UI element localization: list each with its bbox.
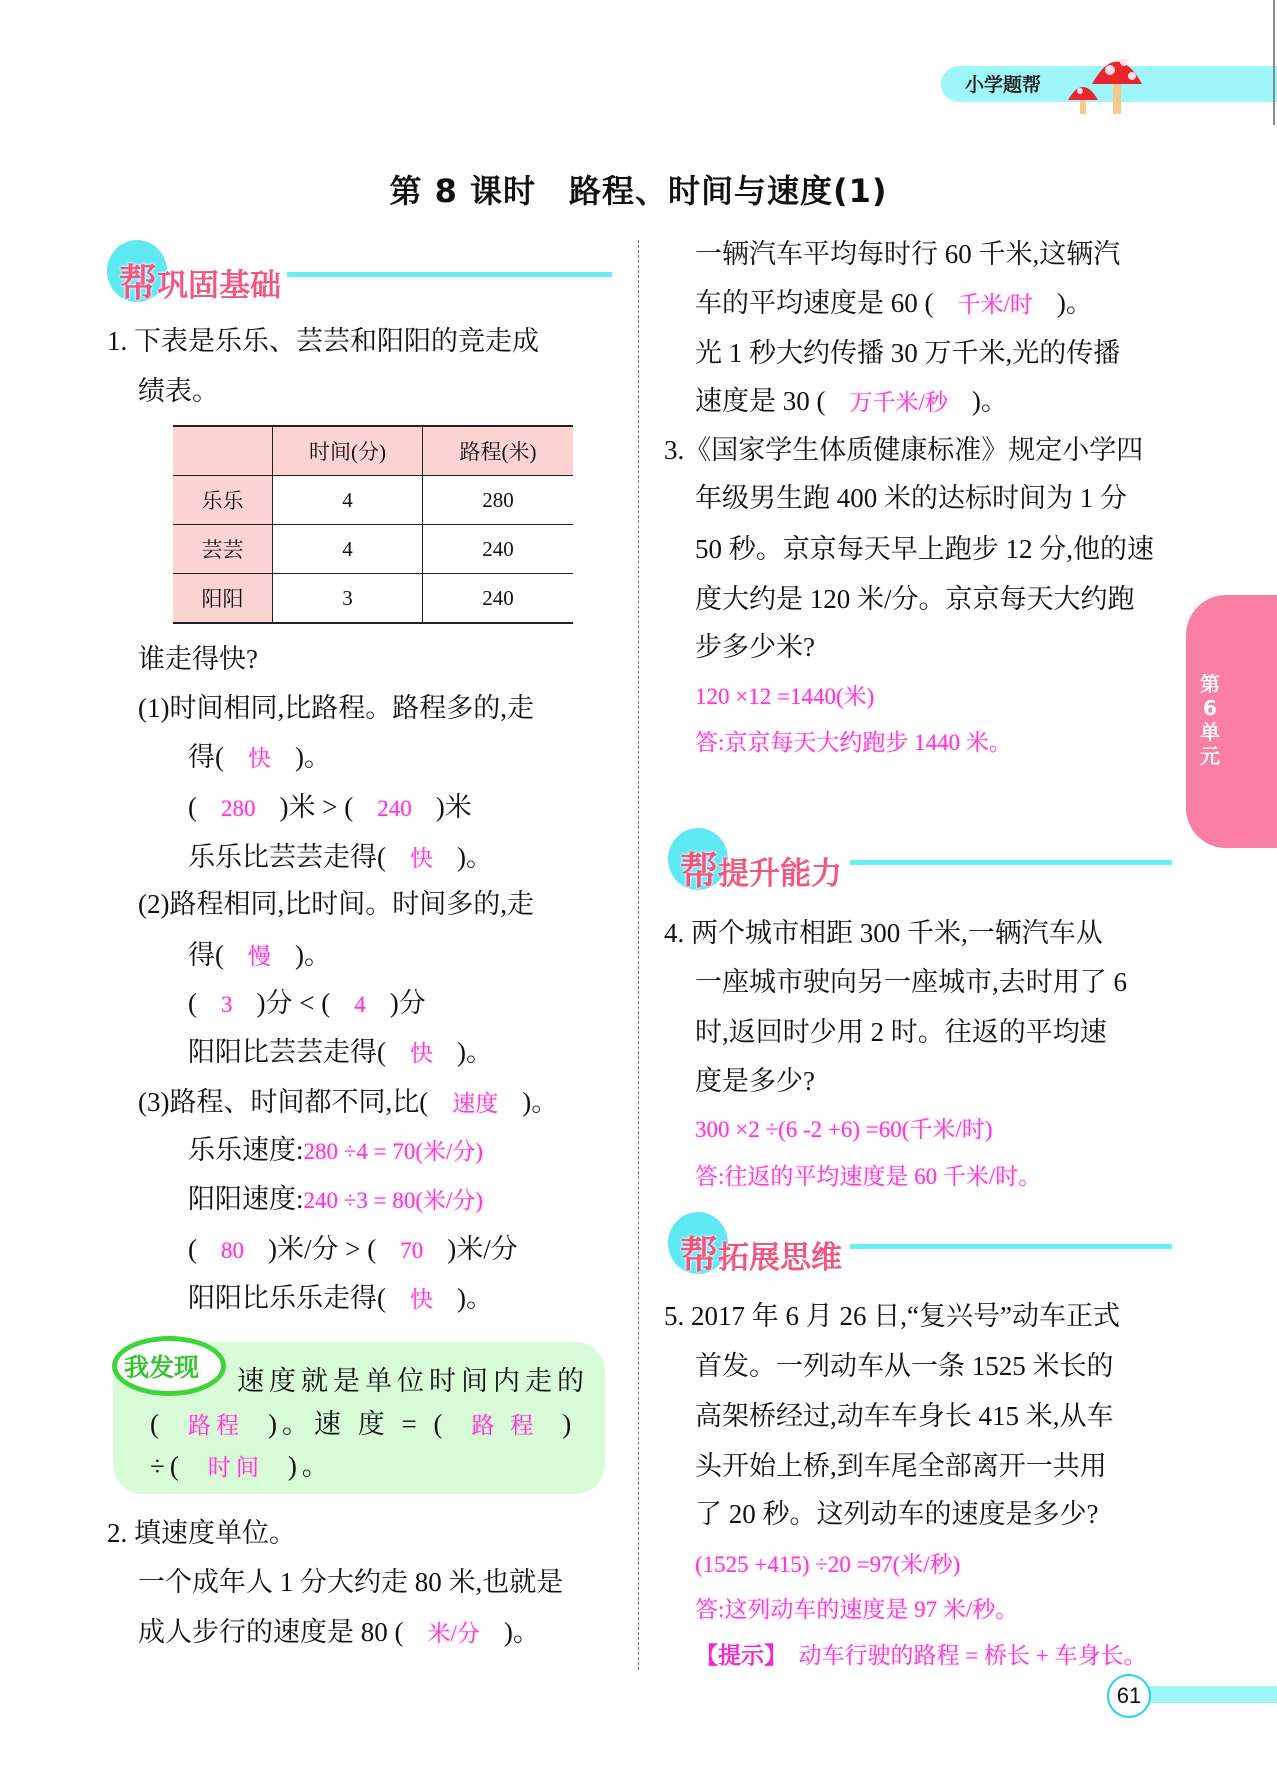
table-cell: 4 bbox=[273, 476, 423, 525]
page-number: 61 bbox=[1107, 1674, 1151, 1718]
discover-badge-text: 我发现 bbox=[124, 1353, 200, 1382]
text-segment: 4. 两个城市相距 300 千米,一辆汽车从 bbox=[664, 918, 1103, 948]
solution-text: 280 ÷4 = 70(米/分) bbox=[303, 1139, 484, 1164]
discover-line bbox=[150, 1407, 576, 1443]
answer-text: 70 bbox=[400, 1238, 424, 1263]
text-segment: )米 > ( bbox=[279, 792, 354, 822]
mushroom-icon bbox=[1062, 44, 1152, 116]
text-segment: 2. 填速度单位。 bbox=[107, 1518, 296, 1548]
column-divider bbox=[638, 240, 639, 1670]
left-line bbox=[138, 374, 219, 408]
left-line bbox=[188, 840, 493, 876]
table-row bbox=[173, 525, 573, 574]
text-segment: )。 bbox=[1056, 288, 1093, 318]
text-segment: )。 bbox=[522, 1087, 559, 1117]
right-line bbox=[695, 1449, 1107, 1483]
text-segment: ( bbox=[188, 1234, 197, 1264]
table-cell: 240 bbox=[423, 525, 574, 574]
text-segment: 阳阳比乐乐走得( bbox=[188, 1283, 386, 1313]
right-line bbox=[695, 237, 1120, 271]
table-cell: 3 bbox=[273, 574, 423, 624]
answer-text: 280 bbox=[221, 796, 256, 821]
right-line bbox=[695, 1111, 992, 1147]
text-segment: )。 bbox=[295, 940, 331, 970]
left-line bbox=[188, 1281, 493, 1317]
right-line bbox=[695, 1591, 1018, 1627]
discover-line bbox=[237, 1364, 589, 1398]
right-line bbox=[695, 1546, 960, 1582]
text-segment: (3)路程、时间都不同,比( bbox=[138, 1087, 429, 1117]
right-line bbox=[695, 965, 1127, 999]
right-line bbox=[664, 1299, 1120, 1333]
text-segment: 头开始上桥,到车尾全部离开一共用 bbox=[695, 1451, 1107, 1481]
page-number-bar bbox=[1148, 1686, 1277, 1703]
table-header-row bbox=[173, 426, 573, 476]
table-row bbox=[173, 476, 573, 525]
right-line bbox=[695, 1064, 815, 1098]
answer-text: 快 bbox=[410, 1287, 433, 1312]
text-segment: ( bbox=[150, 1409, 164, 1439]
right-line bbox=[695, 1015, 1107, 1049]
left-line bbox=[188, 938, 331, 974]
section-mark: 帮 bbox=[119, 261, 158, 305]
text-segment: )。 bbox=[971, 386, 1008, 416]
text-segment: ( bbox=[188, 792, 197, 822]
section-basic bbox=[107, 240, 612, 305]
text-segment: (2)路程相同,比时间。时间多的,走 bbox=[138, 889, 534, 919]
text-segment: 车的平均速度是 60 ( bbox=[695, 288, 934, 318]
table-row bbox=[173, 574, 573, 624]
text-segment: 高架桥经过,动车车身长 415 米,从车 bbox=[695, 1401, 1114, 1431]
answer-text: 3 bbox=[221, 992, 233, 1017]
text-segment: 成人步行的速度是 80 ( bbox=[138, 1617, 404, 1647]
text-segment: 光 1 秒大约传播 30 万千米,光的传播 bbox=[695, 338, 1121, 368]
text-segment: 3.《国家学生体质健康标准》规定小学四 bbox=[664, 435, 1144, 465]
text-segment: ÷( bbox=[150, 1451, 184, 1481]
text-segment: 1. 下表是乐乐、芸芸和阳阳的竞走成 bbox=[107, 326, 539, 356]
text-segment: )。速 度 = ( bbox=[268, 1409, 448, 1439]
text-segment: 乐乐速度: bbox=[188, 1135, 304, 1165]
text-segment: 5. 2017 年 6 月 26 日,“复兴号”动车正式 bbox=[664, 1301, 1120, 1331]
text-segment: )。 bbox=[503, 1617, 540, 1647]
page-edge bbox=[1273, 0, 1275, 125]
text-segment: 50 秒。京京每天早上跑步 12 分,他的速 bbox=[695, 534, 1154, 564]
answer-text: 4 bbox=[354, 992, 366, 1017]
answer-text: 快 bbox=[248, 746, 271, 771]
text-segment: (1)时间相同,比路程。路程多的,走 bbox=[138, 693, 534, 723]
text-segment: 绩表。 bbox=[138, 376, 219, 406]
text-segment: 一辆汽车平均每时行 60 千米,这辆汽 bbox=[695, 239, 1121, 269]
text-segment: 得( bbox=[188, 742, 224, 772]
section-label: 巩固基础 bbox=[157, 268, 282, 304]
text-segment: )米/分 > ( bbox=[268, 1234, 377, 1264]
text-segment: 一座城市驶向另一座城市,去时用了 6 bbox=[695, 967, 1127, 997]
text-segment: )米 bbox=[435, 792, 472, 822]
right-line bbox=[695, 532, 1154, 566]
right-line bbox=[695, 286, 1093, 322]
text-segment: 时,返回时少用 2 时。往返的平均速 bbox=[695, 1017, 1107, 1047]
left-line bbox=[107, 324, 539, 358]
text-segment: )。 bbox=[457, 842, 493, 872]
text-segment: 首发。一列动车从一条 1525 米长的 bbox=[695, 1351, 1114, 1381]
answer-text: 速度 bbox=[452, 1091, 499, 1116]
text-segment: 速度是 30 ( bbox=[695, 386, 826, 416]
right-line bbox=[695, 1637, 1146, 1673]
answer-text: 千米/时 bbox=[957, 292, 1033, 317]
answer-text: 快 bbox=[410, 846, 433, 871]
left-line bbox=[138, 1085, 558, 1121]
table-cell: 280 bbox=[423, 476, 574, 525]
solution-text: 240 ÷3 = 80(米/分) bbox=[303, 1188, 484, 1213]
solution-text: (1525 +415) ÷20 =97(米/秒) bbox=[695, 1552, 961, 1577]
right-line bbox=[695, 336, 1120, 370]
right-line bbox=[695, 1349, 1114, 1383]
text-segment: )米/分 bbox=[447, 1234, 518, 1264]
text-segment: 一个成年人 1 分大约走 80 米,也就是 bbox=[138, 1567, 564, 1597]
solution-text: 300 ×2 ÷(6 -2 +6) =60(千米/时) bbox=[695, 1117, 993, 1142]
table-header: 时间(分) bbox=[273, 426, 423, 476]
text-segment: 阳阳比芸芸走得( bbox=[188, 1037, 386, 1067]
answer-text: 路程 bbox=[188, 1413, 244, 1438]
solution-text: 答:这列动车的速度是 97 米/秒。 bbox=[695, 1597, 1019, 1622]
text-segment: 度大约是 120 米/分。京京每天大约跑 bbox=[695, 584, 1135, 614]
unit-tab-label: 第6单元 bbox=[1200, 672, 1220, 768]
text-segment: 年级男生跑 400 米的达标时间为 1 分 bbox=[695, 483, 1127, 513]
left-line bbox=[138, 887, 534, 921]
text-segment: ( bbox=[188, 988, 197, 1018]
table-header bbox=[173, 426, 273, 476]
right-line bbox=[664, 433, 1143, 467]
series-name: 小学题帮 bbox=[965, 74, 1042, 96]
hint-label: 【提示】 bbox=[695, 1643, 776, 1668]
left-line bbox=[138, 1615, 540, 1651]
text-segment: )。 bbox=[457, 1283, 493, 1313]
solution-text: 动车行驶的路程 = 桥长 + 车身长。 bbox=[775, 1643, 1147, 1668]
right-line bbox=[664, 916, 1103, 950]
section-label: 拓展思维 bbox=[718, 1240, 843, 1276]
answer-text: 80 bbox=[221, 1238, 244, 1263]
section-label: 提升能力 bbox=[718, 856, 843, 892]
left-line bbox=[188, 1232, 518, 1268]
section-rule bbox=[850, 860, 1172, 865]
text-segment: 速度就是单位时间内走的 bbox=[237, 1366, 589, 1396]
text-segment: )分 < ( bbox=[256, 988, 331, 1018]
table-cell: 乐乐 bbox=[173, 476, 273, 525]
lesson-title: 第 8 课时 路程、时间与速度(1) bbox=[389, 172, 888, 210]
answer-text: 慢 bbox=[248, 944, 271, 969]
left-line bbox=[138, 1565, 563, 1599]
left-line bbox=[188, 1182, 483, 1218]
left-line bbox=[188, 1035, 493, 1071]
right-line bbox=[695, 1399, 1114, 1433]
discover-line bbox=[150, 1449, 334, 1485]
text-segment: )。 bbox=[287, 1451, 334, 1481]
text-segment: )。 bbox=[295, 742, 331, 772]
answer-text: 240 bbox=[377, 796, 412, 821]
right-line bbox=[695, 678, 874, 714]
right-line bbox=[695, 1497, 1098, 1531]
section-extend bbox=[668, 1212, 1172, 1277]
score-table bbox=[173, 425, 573, 624]
solution-text: 120 ×12 =1440(米) bbox=[695, 684, 875, 709]
left-line bbox=[138, 691, 534, 725]
text-segment: 了 20 秒。这列动车的速度是多少? bbox=[695, 1499, 1099, 1529]
right-line bbox=[695, 630, 815, 664]
answer-text: 万千米/秒 bbox=[849, 390, 948, 415]
solution-text: 答:京京每天大约跑步 1440 米。 bbox=[695, 730, 1012, 755]
left-line bbox=[138, 642, 258, 676]
answer-text: 快 bbox=[410, 1041, 433, 1066]
text-segment: 步多少米? bbox=[695, 632, 815, 662]
right-line bbox=[695, 724, 1012, 760]
section-advance bbox=[668, 828, 1172, 893]
section-rule bbox=[287, 272, 612, 277]
text-segment: 得( bbox=[188, 940, 224, 970]
right-line bbox=[695, 1158, 1041, 1194]
right-line bbox=[695, 582, 1135, 616]
right-line bbox=[695, 384, 1008, 420]
text-segment: 阳阳速度: bbox=[188, 1184, 304, 1214]
text-segment: 乐乐比芸芸走得( bbox=[188, 842, 386, 872]
table-cell: 240 bbox=[423, 574, 574, 624]
section-mark: 帮 bbox=[680, 849, 719, 893]
answer-text: 米/分 bbox=[427, 1621, 480, 1646]
answer-text: 路 程 bbox=[471, 1413, 539, 1438]
table-cell: 4 bbox=[273, 525, 423, 574]
solution-text: 答:往返的平均速度是 60 千米/时。 bbox=[695, 1164, 1042, 1189]
text-segment: 度是多少? bbox=[695, 1066, 815, 1096]
answer-text: 时间 bbox=[207, 1455, 264, 1480]
text-segment: ) bbox=[562, 1409, 577, 1439]
section-mark: 帮 bbox=[680, 1233, 719, 1277]
left-line bbox=[188, 1133, 483, 1169]
left-line bbox=[188, 790, 472, 826]
table-header: 路程(米) bbox=[423, 426, 574, 476]
text-segment: 谁走得快? bbox=[138, 644, 258, 674]
table-cell: 芸芸 bbox=[173, 525, 273, 574]
text-segment: )分 bbox=[389, 988, 426, 1018]
left-line bbox=[188, 740, 331, 776]
section-rule bbox=[850, 1244, 1172, 1249]
table-cell: 阳阳 bbox=[173, 574, 273, 624]
right-line bbox=[695, 481, 1127, 515]
left-line bbox=[107, 1516, 296, 1550]
text-segment: )。 bbox=[457, 1037, 493, 1067]
left-line bbox=[188, 986, 426, 1022]
